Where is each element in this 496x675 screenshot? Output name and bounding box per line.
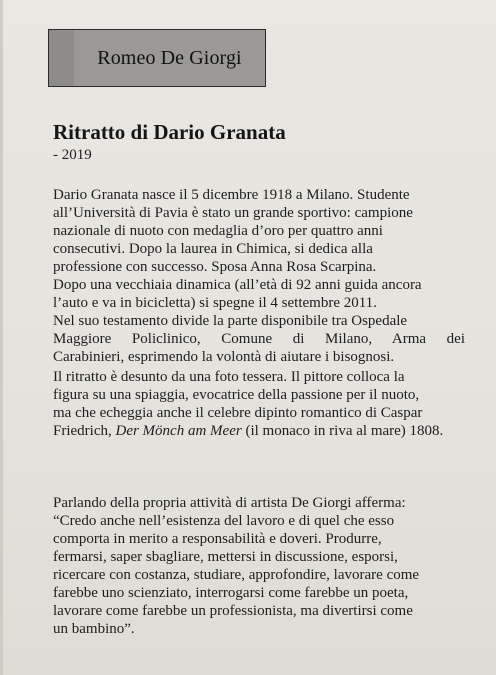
text-line: Il ritratto è desunto da una foto tessera. Il pittore colloca la [53, 369, 405, 385]
text-segment: (il monaco in riva al mare) 1808. [241, 423, 444, 439]
text-line: comporta in merito a responsabilità e doveri. Produrre, [53, 531, 382, 547]
text-line: ricercare con costanza, studiare, approfondire, lavorare come [53, 567, 420, 583]
text-line: Maggiore Policlinico, Comune di Milano, Arma dei [53, 331, 465, 347]
artist-statement-paragraph [53, 494, 465, 638]
artist-name-plate [48, 29, 266, 87]
artist-name: Romeo De Giorgi [74, 30, 265, 86]
text-line: fermarsi, saper sbagliare, mettersi in discussione, esporsi, [53, 549, 398, 565]
text-line: professione con successo. Sposa Anna Rosa Scarpina. [53, 259, 377, 275]
artwork-year: - 2019 [53, 147, 92, 163]
text-line: figura su una spiaggia, evocatrice della passione per il nuoto, [53, 387, 420, 403]
text-line: farebbe uno scienziato, interrogarsi come farebbe un poeta, [53, 585, 409, 601]
text-line: Dario Granata nasce il 5 dicembre 1918 a Milano. Studente [53, 187, 410, 203]
text-line: Carabinieri, esprimendo la volontà di aiutare i bisognosi. [53, 349, 395, 365]
panel-edge [0, 0, 3, 675]
artist-plate-band [49, 30, 74, 86]
biography-paragraph [53, 186, 465, 366]
text-line: Nel suo testamento divide la parte disponibile tra Ospedale [53, 313, 408, 329]
text-segment: Friedrich, [53, 423, 116, 439]
text-line: lavorare come farebbe un professionista, ma divertirsi come [53, 603, 413, 619]
portrait-description-paragraph [53, 368, 465, 440]
text-line: l’auto e va in bicicletta) si spegne il 4 settembre 2011. [53, 295, 377, 311]
text-line: Dopo una vecchiaia dinamica (all’età di 92 anni guida ancora [53, 277, 422, 293]
text-line: ma che echeggia anche il celebre dipinto romantico di Caspar [53, 405, 423, 421]
text-line: nazionale di nuoto con medaglia d’oro per quattro anni [53, 223, 383, 239]
artwork-title: Ritratto di Dario Granata [53, 120, 286, 144]
text-line: all’Università di Pavia è stato un grande sportivo: campione [53, 205, 413, 221]
text-line [53, 422, 465, 440]
text-line: un bambino”. [53, 621, 135, 637]
text-line: consecutivi. Dopo la laurea in Chimica, si dedica alla [53, 241, 373, 257]
painting-title-italic: Der Mönch am Meer [115, 423, 242, 439]
text-line: “Credo anche nell’esistenza del lavoro e di quel che esso [53, 513, 395, 529]
text-line: Parlando della propria attività di artista De Giorgi afferma: [53, 495, 406, 511]
